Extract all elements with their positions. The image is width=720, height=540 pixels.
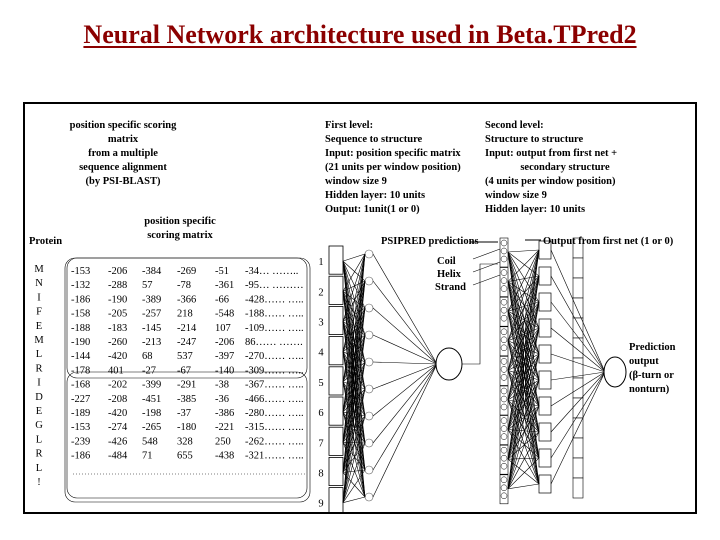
- matrix-cell: -274: [108, 422, 128, 434]
- second-net-input-unit: [501, 299, 507, 305]
- psipred-pointer: [473, 275, 500, 285]
- matrix-cell: -109…… …..: [245, 322, 304, 334]
- hidden-unit-second-net: [539, 267, 551, 285]
- second-net-column-cell: [573, 358, 583, 378]
- psipred-pointer: [473, 262, 500, 272]
- matrix-cell: -180: [177, 422, 197, 434]
- pssm-caption-line: matrix: [107, 134, 139, 145]
- helix-label: Helix: [437, 269, 461, 280]
- matrix-cell: -214: [177, 322, 197, 334]
- sequence-residue: R: [35, 448, 43, 460]
- matrix-cell: -202: [108, 379, 128, 391]
- second-net-input-unit: [501, 434, 507, 440]
- prediction-output-label: [629, 342, 676, 395]
- matrix-cell: -484: [108, 450, 128, 462]
- window-position-number: 5: [318, 377, 324, 389]
- second-net-input-unit: [501, 240, 507, 246]
- matrix-cell: 68: [142, 351, 153, 363]
- second-net-input-unit: [501, 315, 507, 321]
- matrix-cell: -466…… …..: [245, 393, 304, 405]
- strand-label: Strand: [435, 282, 466, 293]
- hidden-unit-second-net: [539, 345, 551, 363]
- second-net-input-unit: [501, 455, 507, 461]
- matrix-cell: -239: [71, 436, 91, 448]
- connection-line: [508, 250, 539, 252]
- feedback-path: [462, 264, 498, 364]
- matrix-cell: -367…… …..: [245, 379, 304, 391]
- matrix-cell: -213: [142, 337, 162, 348]
- second-level-line: Hidden layer: 10 units: [485, 204, 586, 215]
- window-position-box: [329, 427, 343, 455]
- second-level-line: window size 9: [485, 190, 547, 201]
- second-net-input-unit: [501, 286, 507, 292]
- matrix-cell: -78: [177, 280, 191, 292]
- matrix-cell: -186: [71, 294, 91, 306]
- sequence-residue: L: [35, 434, 43, 446]
- matrix-cell: -262…… …..: [245, 436, 304, 448]
- window-position-box: [329, 276, 343, 304]
- second-net-input-unit: [501, 404, 507, 410]
- matrix-cell: -198: [142, 408, 162, 419]
- matrix-cell: -420: [108, 351, 128, 363]
- window-position-box: [329, 306, 343, 334]
- prediction-output-line: output: [629, 356, 659, 367]
- connection-line: [373, 364, 437, 497]
- hidden-unit-first-net: [365, 412, 373, 420]
- first-level-line: (21 units per window position): [325, 162, 461, 173]
- second-net-input-unit: [501, 463, 507, 469]
- sequence-residue: D: [35, 391, 43, 403]
- matrix-cell: -389: [142, 294, 162, 306]
- second-net-input-unit: [501, 426, 507, 432]
- matrix-cell: 655: [177, 450, 193, 462]
- matrix-cell: -183: [108, 322, 128, 334]
- first-level-line: Input: position specific matrix: [325, 148, 461, 159]
- hidden-unit-second-net: [539, 397, 551, 415]
- matrix-cell: -190: [71, 337, 91, 348]
- matrix-cell: -158: [71, 308, 91, 320]
- matrix-cell: 537: [177, 351, 193, 363]
- second-net-input-unit: [501, 396, 507, 402]
- hidden-unit-first-net: [365, 439, 373, 447]
- pssm-label-line: position specific: [144, 216, 216, 227]
- matrix-cell: -438: [215, 450, 235, 462]
- matrix-cell: -265: [142, 422, 162, 434]
- matrix-cell: -426: [108, 436, 128, 448]
- sequence-residue: R: [35, 363, 43, 375]
- matrix-cell: -206: [215, 337, 235, 348]
- matrix-cell: 250: [215, 436, 231, 448]
- window-position-box: [329, 367, 343, 395]
- connection-line: [373, 364, 437, 416]
- matrix-cell: -280…… …..: [245, 408, 304, 419]
- hidden-unit-second-net: [539, 371, 551, 389]
- matrix-cell: -34… ……..: [245, 266, 299, 277]
- pssm-label: [144, 216, 216, 241]
- matrix-cell: -51: [215, 266, 229, 277]
- matrix-cell: -186: [71, 450, 91, 462]
- pssm-caption-line: (by PSI-BLAST): [85, 176, 161, 187]
- prediction-output-line: nonturn): [629, 384, 670, 395]
- slide-title: Neural Network architecture used in Beta.TPred2: [83, 20, 637, 49]
- second-net-input-unit: [501, 485, 507, 491]
- matrix-cell: -153: [71, 422, 91, 434]
- matrix-cell: -361: [215, 280, 235, 292]
- matrix-cell: -221: [215, 422, 235, 434]
- matrix-cell: -384: [142, 266, 162, 277]
- window-position-number: 1: [318, 257, 324, 269]
- second-net-input-unit: [501, 388, 507, 394]
- matrix-cell: -66: [215, 294, 229, 306]
- matrix-cell: -208: [108, 393, 128, 405]
- final-output-unit: [604, 357, 626, 387]
- hidden-unit-first-net: [365, 466, 373, 474]
- protein-sequence: [34, 264, 44, 488]
- pssm-caption: [70, 120, 177, 187]
- hidden-unit-first-net: [365, 331, 373, 339]
- second-net-input-unit: [501, 270, 507, 276]
- sequence-residue: M: [34, 264, 44, 275]
- second-net-input-unit: [501, 493, 507, 499]
- prediction-output-line: Prediction: [629, 342, 676, 353]
- network-diagram: [25, 104, 697, 514]
- first-net-output-label: Output from first net (1 or 0): [543, 236, 674, 247]
- window-position-box: [329, 488, 343, 514]
- second-net-input-unit: [501, 366, 507, 372]
- sequence-residue: I: [37, 292, 41, 304]
- second-net-input-unit: [501, 447, 507, 453]
- window-position-number: 7: [318, 438, 324, 450]
- hidden-unit-first-net: [365, 250, 373, 258]
- hidden-unit-second-net: [539, 423, 551, 441]
- window-position-number: 6: [318, 408, 324, 420]
- scoring-matrix: [71, 266, 304, 462]
- matrix-cell: -270…… …..: [245, 351, 304, 363]
- connection-line: [508, 354, 539, 489]
- second-net-input-unit: [501, 248, 507, 254]
- matrix-cell: -206: [108, 266, 128, 277]
- architecture-figure: [23, 102, 697, 514]
- window-position-number: 9: [318, 498, 324, 510]
- connection-line: [508, 484, 539, 489]
- second-net-input-unit: [501, 337, 507, 343]
- matrix-cell: -38: [215, 379, 229, 391]
- second-net-input-unit: [501, 477, 507, 483]
- window-position-number: 3: [318, 317, 324, 329]
- hidden-unit-second-net: [539, 449, 551, 467]
- hidden-unit-first-net: [365, 493, 373, 501]
- first-level-line: Sequence to structure: [325, 134, 423, 145]
- second-net-column-cell: [573, 278, 583, 298]
- window-position-box: [329, 457, 343, 485]
- hidden-unit-first-net: [365, 385, 373, 393]
- second-net-input-unit: [501, 256, 507, 262]
- hidden-unit-second-net: [539, 319, 551, 337]
- matrix-cell: -309…… …..: [245, 365, 304, 377]
- first-level-line: Output: 1unit(1 or 0): [325, 204, 420, 215]
- second-net-input-unit: [501, 329, 507, 335]
- psipred-label: PSIPRED predictions: [381, 236, 479, 247]
- sequence-residue: L: [35, 462, 43, 474]
- sequence-residue: N: [35, 278, 43, 290]
- second-net-column-cell: [573, 478, 583, 498]
- matrix-cell: -385: [177, 393, 197, 405]
- second-net-column-cell: [573, 338, 583, 358]
- sequence-residue: !: [37, 477, 41, 488]
- matrix-cell: 328: [177, 436, 193, 448]
- matrix-cell: -95… ………: [245, 280, 304, 292]
- second-net-input-unit: [501, 418, 507, 424]
- second-net-input-unit: [501, 307, 507, 313]
- matrix-cell: -397: [215, 351, 235, 363]
- matrix-cell: 548: [142, 436, 158, 448]
- window-position-box: [329, 397, 343, 425]
- matrix-cell: -315…… …..: [245, 422, 304, 434]
- sequence-residue: F: [36, 306, 42, 318]
- window-position-number: 4: [318, 347, 324, 359]
- matrix-cell: -420: [108, 408, 128, 419]
- second-level-line: secondary structure: [520, 162, 610, 173]
- second-net-column-cell: [573, 458, 583, 478]
- second-net-column-cell: [573, 258, 583, 278]
- matrix-cell: 218: [177, 308, 193, 320]
- hidden-unit-second-net: [539, 475, 551, 493]
- first-level-line: First level:: [325, 120, 374, 131]
- matrix-cell: -144: [71, 351, 91, 363]
- first-level-line: window size 9: [325, 176, 387, 187]
- matrix-cell: -36: [215, 393, 229, 405]
- coil-label: Coil: [437, 256, 456, 267]
- second-net-input-unit: [501, 358, 507, 364]
- matrix-cell: -145: [142, 322, 162, 334]
- neural-network: [318, 238, 626, 514]
- matrix-cell: -227: [71, 393, 91, 405]
- matrix-cell: 86…… …….: [245, 337, 303, 348]
- second-net-input-unit: [501, 374, 507, 380]
- sequence-residue: M: [34, 335, 44, 346]
- second-net-column-cell: [573, 318, 583, 338]
- window-position-box: [329, 337, 343, 365]
- second-level-line: Second level:: [485, 120, 544, 131]
- prediction-output-line: (β-turn or: [629, 370, 674, 381]
- connection-line: [373, 364, 437, 389]
- matrix-cell: -260: [108, 337, 128, 348]
- connection-line: [373, 281, 437, 364]
- matrix-cell: 57: [142, 280, 153, 292]
- window-position-number: 2: [318, 287, 324, 299]
- window-position-box: [329, 246, 343, 274]
- matrix-cell: -132: [71, 280, 91, 292]
- sequence-residue: I: [37, 377, 41, 389]
- matrix-cell: -37: [177, 408, 191, 419]
- matrix-cell: -190: [108, 294, 128, 306]
- matrix-cell: -321…… …..: [245, 450, 304, 462]
- sequence-residue: E: [35, 320, 43, 332]
- matrix-cell: 401: [108, 365, 124, 377]
- sequence-residue: E: [35, 406, 43, 417]
- pssm-label-line: scoring matrix: [147, 230, 213, 241]
- hidden-unit-first-net: [365, 358, 373, 366]
- window-box-lower: [67, 372, 307, 498]
- connection-line: [373, 335, 437, 364]
- matrix-cell: -386: [215, 408, 235, 419]
- matrix-cell: 107: [215, 322, 231, 334]
- connection-line: [373, 308, 437, 364]
- second-net-input-unit: [501, 345, 507, 351]
- second-net-column-cell: [573, 438, 583, 458]
- matrix-cell: -188: [71, 322, 91, 334]
- matrix-cell: -153: [71, 266, 91, 277]
- matrix-cell: -178: [71, 365, 91, 377]
- matrix-cell: -366: [177, 294, 197, 306]
- second-level-description: [485, 120, 617, 215]
- connection-line: [373, 362, 437, 364]
- psipred-pointer: [473, 249, 500, 259]
- matrix-cell: -428…… …..: [245, 294, 304, 306]
- pssm-caption-line: sequence alignment: [79, 162, 167, 173]
- hidden-unit-second-net: [539, 293, 551, 311]
- matrix-cell: -548: [215, 308, 235, 320]
- second-net-column-cell: [573, 298, 583, 318]
- hidden-unit-first-net: [365, 277, 373, 285]
- pssm-caption-line: from a multiple: [88, 148, 158, 159]
- matrix-cell: -288: [108, 280, 128, 292]
- matrix-cell: -140: [215, 365, 235, 377]
- protein-label: Protein: [29, 236, 63, 247]
- connection-line: [373, 254, 437, 364]
- first-level-description: [325, 120, 461, 215]
- matrix-cell: -247: [177, 337, 197, 348]
- second-net-column-cell: [573, 378, 583, 398]
- matrix-cell: -168: [71, 379, 91, 391]
- first-net-output-unit: [436, 348, 462, 380]
- matrix-cell: -189: [71, 408, 91, 419]
- window-position-number: 8: [318, 468, 324, 480]
- matrix-cell: -269: [177, 266, 197, 277]
- second-level-line: Input: output from first net +: [485, 148, 618, 159]
- matrix-cell: 71: [142, 450, 153, 462]
- pssm-caption-line: position specific scoring: [69, 120, 177, 131]
- matrix-cell: -451: [142, 393, 162, 405]
- hidden-unit-first-net: [365, 304, 373, 312]
- matrix-cell: -291: [177, 379, 197, 391]
- second-net-input-unit: [501, 278, 507, 284]
- matrix-cell: -399: [142, 379, 162, 391]
- second-level-line: Structure to structure: [485, 134, 584, 145]
- matrix-cell: -27: [142, 365, 156, 377]
- matrix-cell: -67: [177, 365, 191, 377]
- matrix-cell: -188…… …..: [245, 308, 304, 320]
- matrix-cell: -205: [108, 308, 128, 320]
- first-level-line: Hidden layer: 10 units: [325, 190, 426, 201]
- matrix-cell: -257: [142, 308, 162, 320]
- connection-line: [373, 364, 437, 470]
- second-level-line: (4 units per window position): [485, 176, 616, 187]
- sequence-residue: L: [35, 349, 43, 361]
- sequence-residue: G: [35, 420, 43, 432]
